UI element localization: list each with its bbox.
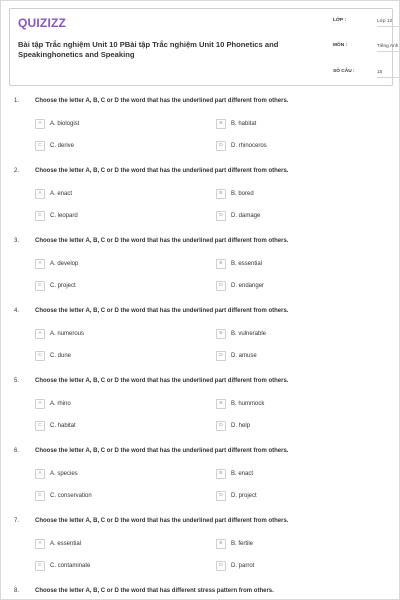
option-text: D. rhinoceros bbox=[231, 142, 267, 149]
option-text: C. project bbox=[50, 282, 76, 289]
option-text: D. damage bbox=[231, 212, 261, 219]
answer-option-a[interactable] bbox=[35, 118, 79, 129]
option-letter-box: B bbox=[216, 539, 226, 549]
option-letter-box: B bbox=[216, 469, 226, 479]
answer-option-a[interactable] bbox=[35, 328, 84, 339]
option-letter-box: A bbox=[35, 119, 45, 129]
quizizz-logo: QUIZIZZ bbox=[18, 16, 67, 30]
option-letter-box: D bbox=[216, 211, 226, 221]
option-letter-box: B bbox=[216, 399, 226, 409]
option-text: C. contaminate bbox=[50, 562, 91, 569]
question-text: Choose the letter A, B, C or D the word that has the underlined part different from others. bbox=[35, 448, 289, 454]
option-text: D. amuse bbox=[231, 352, 257, 359]
option-text: C. dune bbox=[50, 352, 72, 359]
option-text: D. help bbox=[231, 422, 251, 429]
worksheet-header bbox=[9, 8, 399, 86]
answer-option-c[interactable] bbox=[35, 420, 76, 431]
answer-option-a[interactable] bbox=[35, 258, 78, 269]
answer-option-b[interactable] bbox=[216, 468, 253, 479]
question-text: Choose the letter A, B, C or D the word that has the underlined part different from others. bbox=[35, 168, 289, 174]
option-text: B. essential bbox=[231, 260, 263, 267]
option-text: A. numerous bbox=[50, 330, 85, 337]
question-text: Choose the letter A, B, C or D the word that has the underlined part different from others. bbox=[35, 378, 289, 384]
question-number: 4. bbox=[14, 308, 20, 314]
answer-option-d[interactable] bbox=[216, 350, 257, 361]
option-text: B. habitat bbox=[231, 120, 257, 127]
option-letter-box: C bbox=[35, 281, 45, 291]
option-text: D. parrot bbox=[231, 562, 255, 569]
option-letter-box: B bbox=[216, 119, 226, 129]
option-letter-box: A bbox=[35, 469, 45, 479]
option-text: C. habitat bbox=[50, 422, 76, 429]
answer-option-b[interactable] bbox=[216, 188, 254, 199]
answer-option-c[interactable] bbox=[35, 560, 90, 571]
answer-option-a[interactable] bbox=[35, 398, 71, 409]
meta-value: Lớp 12 bbox=[377, 18, 400, 27]
option-text: A. species bbox=[50, 470, 78, 477]
answer-option-a[interactable] bbox=[35, 188, 72, 199]
option-letter-box: C bbox=[35, 561, 45, 571]
meta-label: LỚP : bbox=[333, 18, 347, 23]
question-number: 2. bbox=[14, 168, 20, 174]
answer-option-c[interactable] bbox=[35, 280, 76, 291]
option-text: D. endanger bbox=[231, 282, 265, 289]
answer-option-b[interactable] bbox=[216, 118, 256, 129]
option-letter-box: B bbox=[216, 259, 226, 269]
meta-label: MÔN : bbox=[333, 43, 348, 48]
question-text: Choose the letter A, B, C or D the word that has the underlined part different from others. bbox=[35, 308, 289, 314]
option-letter-box: D bbox=[216, 491, 226, 501]
option-letter-box: C bbox=[35, 351, 45, 361]
question-number: 6. bbox=[14, 448, 20, 454]
answer-option-d[interactable] bbox=[216, 210, 260, 221]
worksheet-title: Bài tập Trắc nghiệm Unit 10 PBài tập Trắc nghiệm Unit 10 Phonetics and Speakinghonetics and Speaking bbox=[18, 40, 279, 59]
question-number: 5. bbox=[14, 378, 20, 384]
option-text: A. biologist bbox=[50, 120, 80, 127]
option-letter-box: A bbox=[35, 189, 45, 199]
option-letter-box: D bbox=[216, 561, 226, 571]
option-letter-box: C bbox=[35, 211, 45, 221]
option-letter-box: C bbox=[35, 141, 45, 151]
option-letter-box: A bbox=[35, 259, 45, 269]
meta-value: 15 bbox=[377, 69, 400, 78]
meta-label: SỐ CÂU : bbox=[333, 69, 355, 74]
answer-option-d[interactable] bbox=[216, 420, 250, 431]
option-text: C. leopard bbox=[50, 212, 78, 219]
question-text: Choose the letter A, B, C or D the word that has different stress pattern from others. bbox=[35, 588, 274, 594]
option-text: A. essential bbox=[50, 540, 82, 547]
answer-option-c[interactable] bbox=[35, 490, 92, 501]
option-text: A. develop bbox=[50, 260, 79, 267]
answer-option-d[interactable] bbox=[216, 280, 264, 291]
option-letter-box: D bbox=[216, 141, 226, 151]
option-letter-box: D bbox=[216, 281, 226, 291]
option-letter-box: B bbox=[216, 329, 226, 339]
answer-option-c[interactable] bbox=[35, 350, 71, 361]
answer-option-a[interactable] bbox=[35, 538, 81, 549]
option-letter-box: C bbox=[35, 491, 45, 501]
option-letter-box: A bbox=[35, 329, 45, 339]
answer-option-c[interactable] bbox=[35, 210, 78, 221]
question-number: 8. bbox=[14, 588, 20, 594]
answer-option-b[interactable] bbox=[216, 398, 264, 409]
option-letter-box: C bbox=[35, 421, 45, 431]
option-text: A. rhino bbox=[50, 400, 71, 407]
option-text: B. vulnerable bbox=[231, 330, 267, 337]
option-letter-box: D bbox=[216, 351, 226, 361]
answer-option-a[interactable] bbox=[35, 468, 78, 479]
option-letter-box: A bbox=[35, 539, 45, 549]
answer-option-d[interactable] bbox=[216, 490, 257, 501]
answer-option-b[interactable] bbox=[216, 328, 266, 339]
answer-option-d[interactable] bbox=[216, 560, 254, 571]
question-number: 3. bbox=[14, 238, 20, 244]
option-text: C. derive bbox=[50, 142, 75, 149]
option-text: B. bored bbox=[231, 190, 254, 197]
meta-value: Tiếng Anh bbox=[377, 43, 400, 52]
question-number: 7. bbox=[14, 518, 20, 524]
question-text: Choose the letter A, B, C or D the word that has the underlined part different from others. bbox=[35, 98, 289, 104]
answer-option-d[interactable] bbox=[216, 140, 267, 151]
question-text: Choose the letter A, B, C or D the word that has the underlined part different from others. bbox=[35, 518, 289, 524]
option-text: B. hummock bbox=[231, 400, 265, 407]
answer-option-c[interactable] bbox=[35, 140, 74, 151]
question-text: Choose the letter A, B, C or D the word that has the underlined part different from others. bbox=[35, 238, 289, 244]
answer-option-b[interactable] bbox=[216, 538, 253, 549]
option-text: D. project bbox=[231, 492, 257, 499]
answer-option-b[interactable] bbox=[216, 258, 262, 269]
option-letter-box: D bbox=[216, 421, 226, 431]
option-text: B. enact bbox=[231, 470, 254, 477]
option-letter-box: B bbox=[216, 189, 226, 199]
question-number: 1. bbox=[14, 98, 20, 104]
option-text: A. enact bbox=[50, 190, 73, 197]
option-text: C. conservation bbox=[50, 492, 92, 499]
option-letter-box: A bbox=[35, 399, 45, 409]
option-text: B. fertile bbox=[231, 540, 254, 547]
